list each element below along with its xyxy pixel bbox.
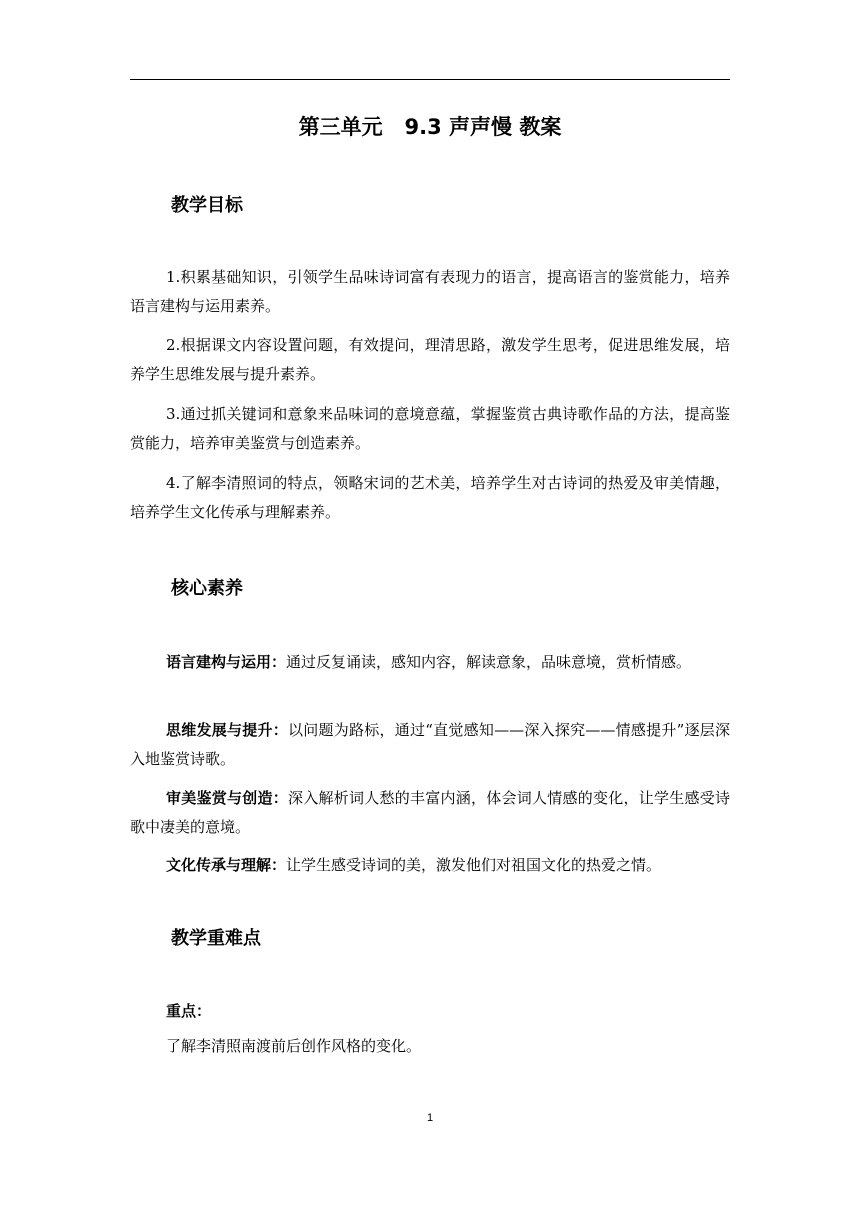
- literacy-label: 语言建构与运用：: [166, 653, 287, 671]
- literacy-text: 通过反复诵读，感知内容，解读意象，品味意境，赏析情感。: [286, 653, 692, 671]
- objective-item-3: 3.通过抓关键词和意象来品味词的意境意蕴，掌握鉴赏古典诗歌作品的方法，提高鉴赏能力，培养审美鉴赏与创造素养。: [130, 405, 730, 452]
- header-rule: [130, 79, 730, 80]
- document-title: 第三单元 9.3 声声慢 教案: [298, 115, 562, 139]
- literacy-label: 审美鉴赏与创造：: [166, 789, 288, 807]
- literacy-text: 让学生感受诗词的美，激发他们对祖国文化的热爱之情。: [286, 856, 662, 874]
- heading-keypoints: 教学重难点: [171, 928, 261, 949]
- literacy-label: 思维发展与提升：: [166, 721, 288, 739]
- objective-item-1: 1.积累基础知识，引领学生品味诗词富有表现力的语言，提高语言的鉴赏能力，培养语言建构与运用素养。: [130, 268, 730, 315]
- literacy-item-1: [130, 648, 730, 677]
- heading-objectives: 教学目标: [171, 195, 243, 216]
- objective-item-4: 4.了解李清照词的特点，领略宋词的艺术美，培养学生对古诗词的热爱及审美情趣，培养学生文化传承与理解素养。: [130, 474, 730, 521]
- literacy-text: 以问题为路标，通过“直觉感知——深入探究——情感提升”逐层深入地鉴赏诗歌。: [130, 721, 730, 768]
- literacy-label: 文化传承与理解：: [166, 856, 287, 874]
- focus-label: 重点：: [166, 1002, 212, 1020]
- page-number: 1: [426, 1112, 434, 1124]
- focus-label-line: [130, 997, 730, 1026]
- objective-item-2: 2.根据课文内容设置问题，有效提问，理清思路，激发学生思考，促进思维发展，培养学生思维发展与提升素养。: [130, 336, 730, 383]
- literacy-item-2: [130, 716, 730, 773]
- heading-literacy: 核心素养: [171, 578, 243, 599]
- literacy-item-3: [130, 784, 730, 841]
- literacy-item-4: [130, 851, 730, 880]
- focus-text: 了解李清照南渡前后创作风格的变化。: [166, 1037, 422, 1055]
- literacy-text: 深入解析词人愁的丰富内涵，体会词人情感的变化，让学生感受诗歌中凄美的意境。: [130, 789, 730, 836]
